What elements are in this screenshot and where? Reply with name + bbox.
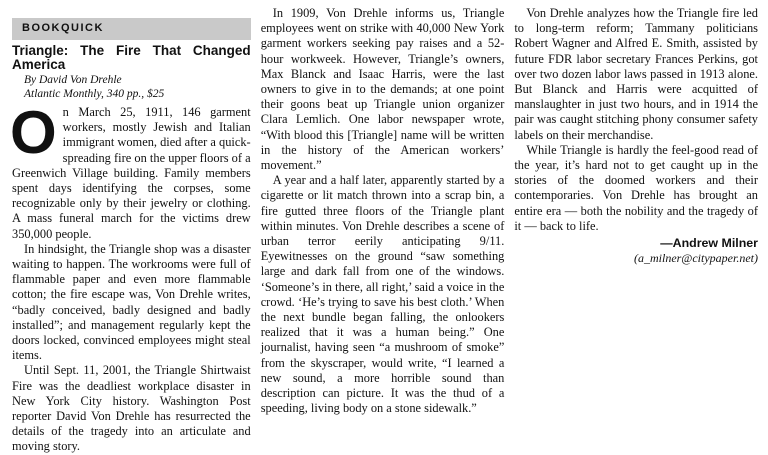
column-1 <box>10 6 251 454</box>
section-header-bar <box>12 18 251 40</box>
paragraph-6: Von Drehle analyzes how the Triangle fire led to long-term reform; Tammany politicians Robert Wagner and Alfred E. Smith, assisted by future FDR labor secretary Frances Perkins, got over two dozen labor laws passed in 1913 alone. But Blanck and Harris were acquitted of manslaughter in just two hours, and in 1914 the pair was caught stitching phony consumer safety labels on their merchandise. <box>514 6 758 142</box>
column-2 <box>260 6 505 416</box>
paragraph-2: In hindsight, the Triangle shop was a disaster waiting to happen. The workrooms were full of flammable paper and even more flammable cotton; the fire escape was, Von Drehle writes, “badly conceived, badly designed and badly installed”; and management regularly kept the doors locked, convinced employees might steal items. <box>12 241 251 363</box>
paragraph-4: In 1909, Von Drehle informs us, Triangle employees went on strike with 40,000 New York garment workers seeking pay raises and a 52-hour workweek. However, Triangle’s owners, Max Blanck and Isaac Harris, were the last owners to give in to the demands; at one point their goons beat up Triangle union organizer Clara Lemlich. One labor newspaper wrote, “With blood this [Triangle] name will be written in the history of the American workers’ movement.” <box>260 6 505 173</box>
column-3 <box>514 6 758 408</box>
paragraph-5: A year and a half later, apparently started by a cigarette or lit match thrown into a scrap bin, a fire gutted three floors of the Triangle plant within minutes. Von Drehle describes a scene of urban terror eerily anticipating 9/11. Eyewitnesses on the ground “saw something large and dark fall from one of the windows. ‘Someone’s in there, all right,’ said a voice in the crowd. ‘He’s trying to save his best cloth.’ When the next bundle began falling, the onlookers realized that it was a human being.” One journalist, having seen “a mushroom of smoke” from the skyscraper, would write, “I learned a new sound, a more horrible sound than description can picture. It was the thud of a speeding, living body on a stone sidewalk.” <box>260 173 505 416</box>
book-meta <box>12 73 251 101</box>
paragraph-1 <box>10 99 251 242</box>
book-title: Triangle: The Fire That Changed America <box>12 43 251 72</box>
drop-cap: O <box>10 99 57 166</box>
paragraph-1-text: n March 25, 1911, 146 garment workers, mostly Jewish and Italian immigrant women, died after a quick-spreading fire on the upper floors of a Greenwich Village building. Family members spent days identifying the corpses, some recognizable only by their jewelry or clothing. A mass funeral march for the victims drew 350,000 people. <box>12 105 251 241</box>
author-email: (a_milner@citypaper.net) <box>633 251 758 266</box>
section-label: BOOKQUICK <box>22 22 104 35</box>
article-columns <box>10 6 758 454</box>
publisher-line: Atlantic Monthly, 340 pp., $25 <box>24 88 165 100</box>
paragraph-7: While Triangle is hardly the feel-good read of the year, it’s hard not to get caught up in the stories of the doomed workers and their contemporaries. Von Drehle has brought an entire era — both the nobility and the tragedy of it — back to life. <box>514 142 758 233</box>
author-line: By David Von Drehle <box>24 74 122 86</box>
author-signature: —Andrew Milner <box>660 236 758 251</box>
paragraph-3: Until Sept. 11, 2001, the Triangle Shirtwaist Fire was the deadliest workplace disaster in New York City history. Washington Post reporter David Von Drehle has resurrected the details of the tragedy into an articulate and moving story. <box>12 363 251 454</box>
